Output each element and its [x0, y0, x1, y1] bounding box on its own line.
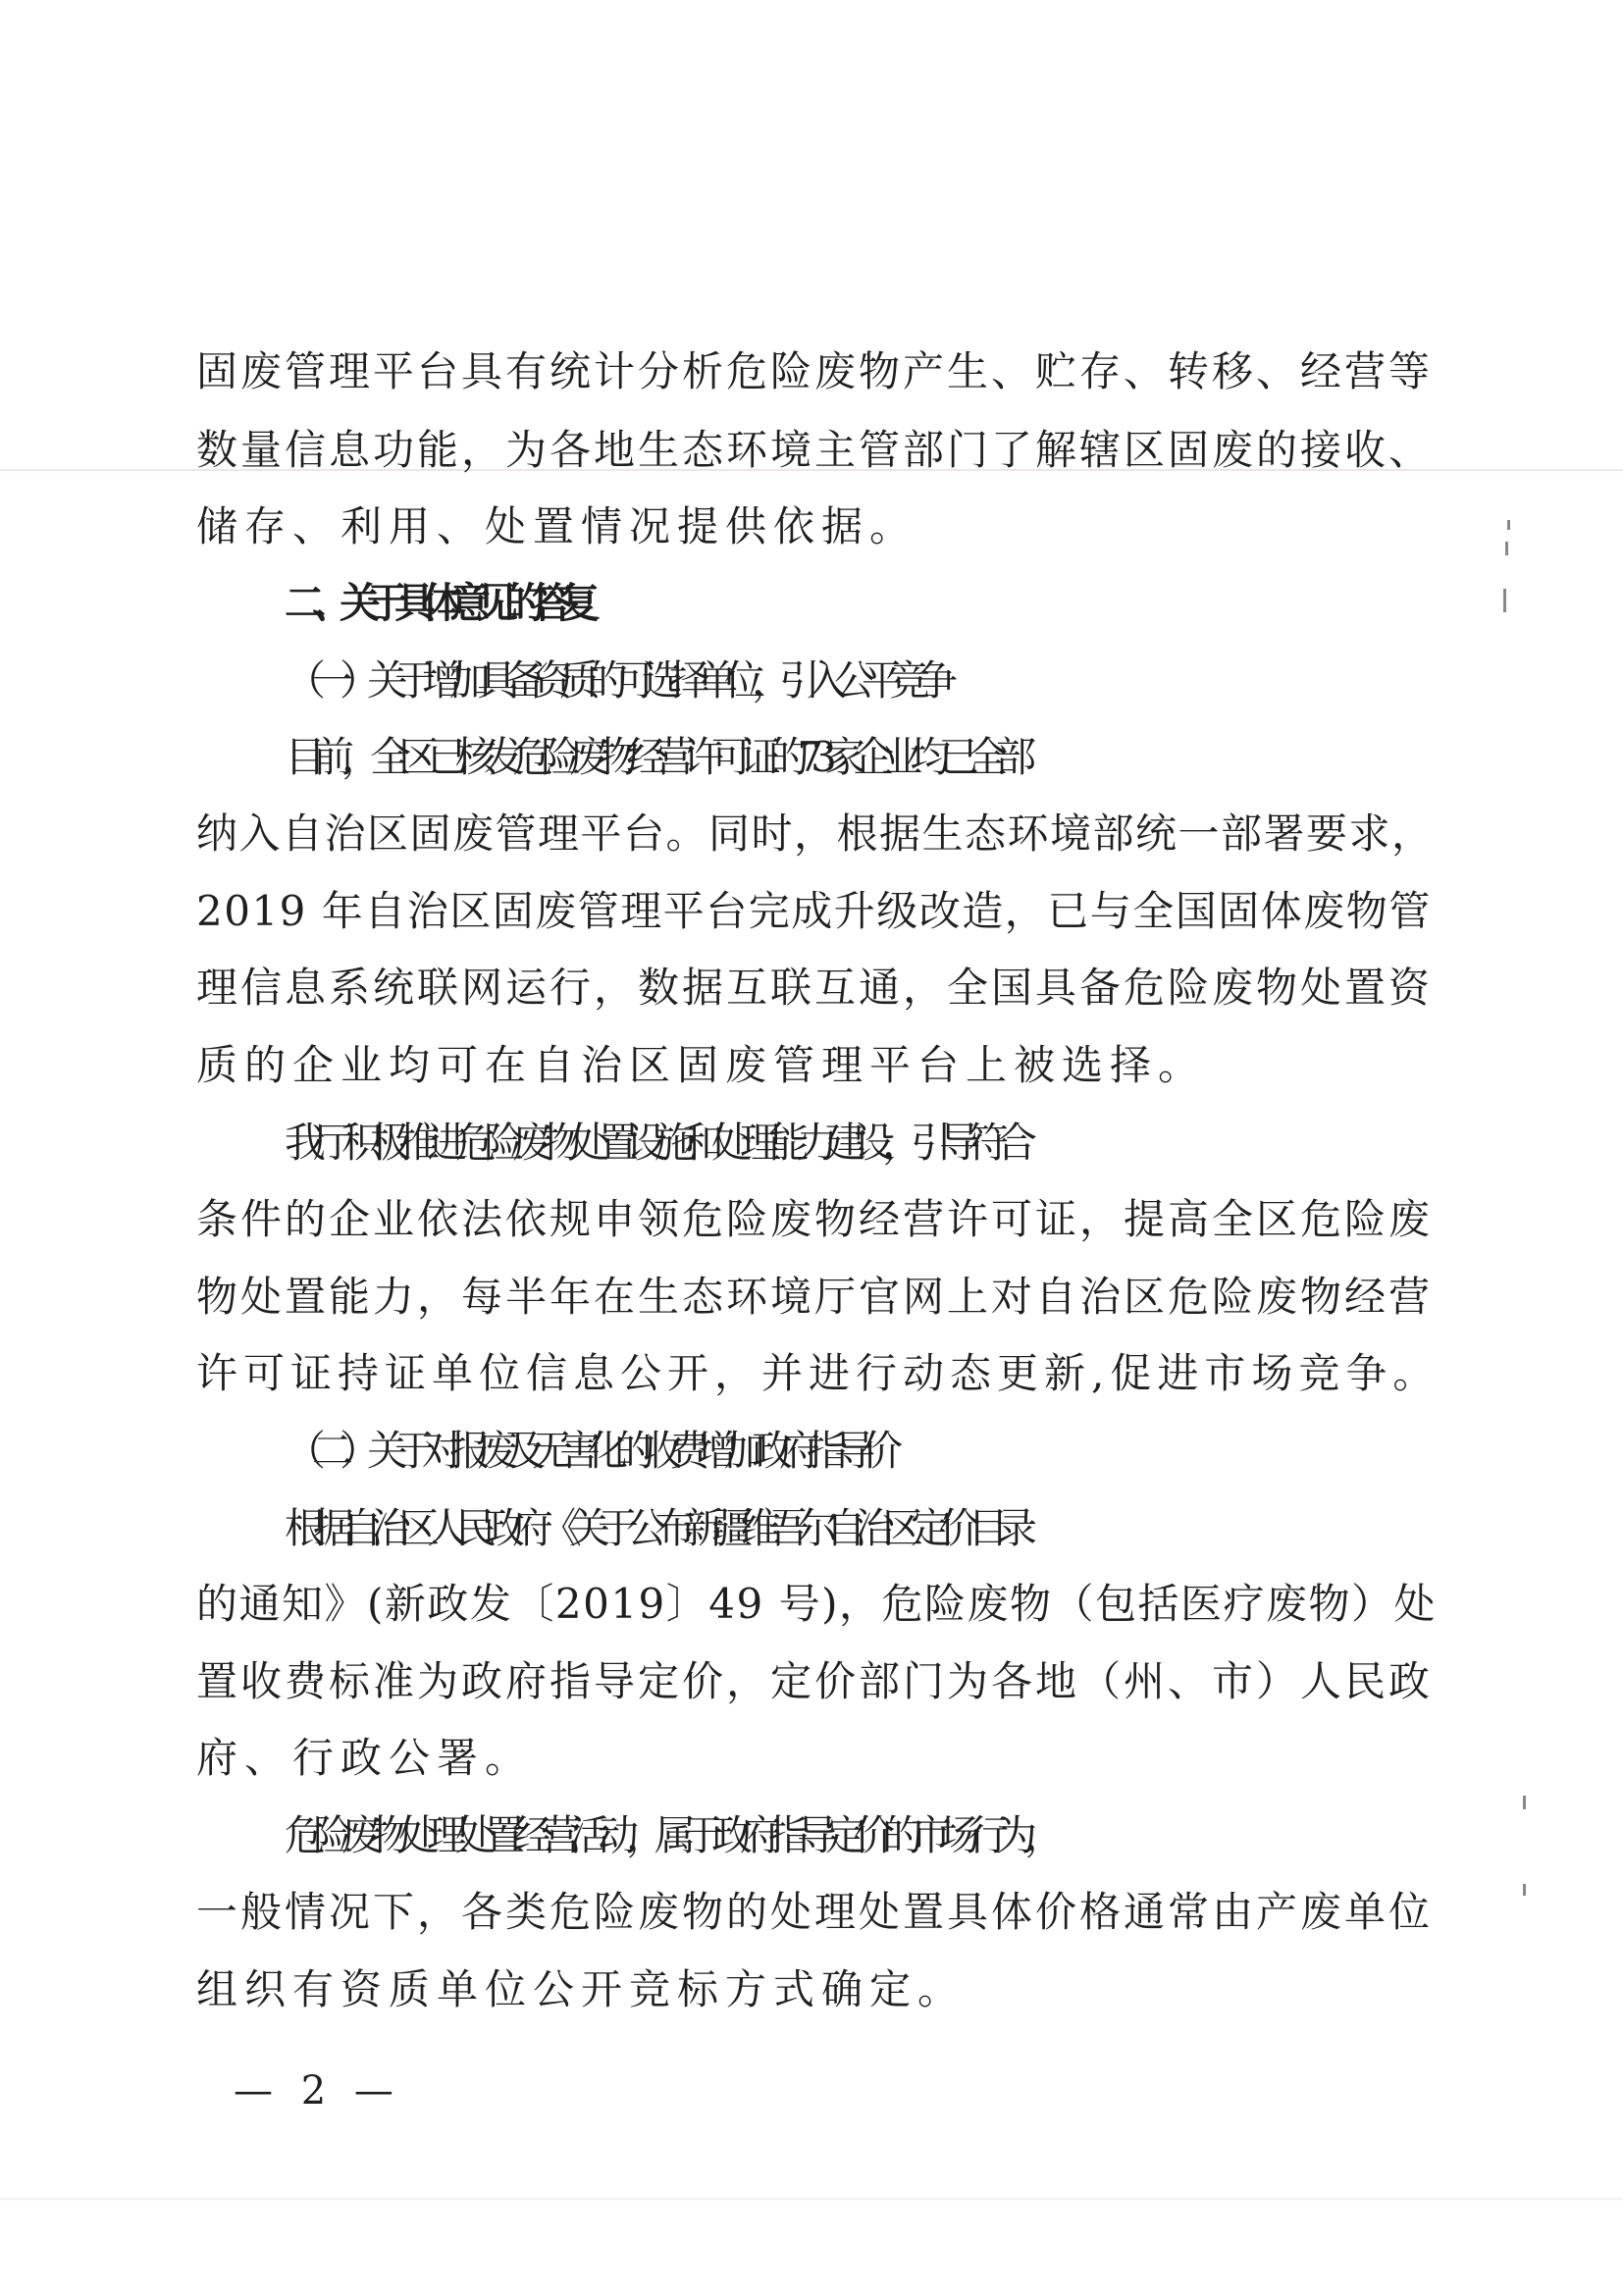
paragraph-line: 纳入自治区固废管理平台。同时，根据生态环境部统一部署要求， — [196, 809, 1435, 858]
paragraph-line: 理信息系统联网运行，数据互联互通，全国具备危险废物处置资 — [196, 964, 1434, 1012]
scan-artifact-mark — [1523, 1796, 1526, 1809]
paragraph-line: 目前，全区已核发危险废物经营许可证的 73 家企业均已全部 — [285, 733, 1024, 781]
paragraph-line: 质的企业均可在自治区固废管理平台上被选择。 — [196, 1041, 1207, 1089]
paragraph-line: 许可证持证单位信息公开，并进行动态更新,促进市场竞争。 — [196, 1349, 1440, 1397]
paragraph-line: 府、行政公署。 — [196, 1734, 534, 1782]
scan-artifact-mark — [1505, 542, 1508, 555]
paragraph-line: 数量信息功能，为各地生态环境主管部门了解辖区固废的接收、 — [196, 426, 1434, 474]
paragraph-line: 组织有资质单位公开竞标方式确定。 — [196, 1965, 967, 2013]
paragraph-line: 物处置能力，每半年在生态环境厅官网上对自治区危险废物经营 — [196, 1273, 1434, 1321]
scan-artifact-line — [0, 2198, 1623, 2200]
paragraph-line: 固废管理平台具有统计分析危险废物产生、贮存、转移、经营等 — [196, 347, 1434, 395]
paragraph-line: 储存、利用、处置情况提供依据。 — [196, 502, 918, 550]
paragraph-line: 2019 年自治区固废管理平台完成升级改造，已与全国固体废物管 — [196, 887, 1432, 935]
scan-artifact-mark — [1523, 1884, 1526, 1896]
paragraph-line: 条件的企业依法依规申领危险废物经营许可证，提高全区危险废 — [196, 1195, 1434, 1243]
scan-artifact-mark — [1507, 520, 1510, 530]
section-heading: 二、关于具体意见的答复 — [285, 579, 588, 627]
subsection-heading: （一）关于增加具备资质的可选择单位，引入公平竞争 — [285, 656, 945, 704]
paragraph-line: 危险废物处理处置经营活动，属于政府指导定价的市场行为， — [285, 1811, 1054, 1859]
subsection-heading: （二）关于对报废及无害化的收费增加政府指导价 — [285, 1427, 890, 1475]
paragraph-line: 置收费标准为政府指导定价，定价部门为各地（州、市）人民政 — [196, 1657, 1434, 1705]
paragraph-line: 一般情况下，各类危险废物的处理处置具体价格通常由产废单位 — [196, 1888, 1434, 1936]
paragraph-line: 我厅积极推进危险废物处置设施和处理能力建设，引导符合 — [285, 1119, 1025, 1167]
paragraph-line: 的通知》(新政发〔2019〕49 号)，危险废物（包括医疗废物）处 — [196, 1580, 1437, 1628]
page-number: — 2 — — [234, 2068, 401, 2113]
paragraph-line: 根据自治区人民政府《关于公布新疆维吾尔自治区定价目录 — [285, 1504, 1025, 1552]
